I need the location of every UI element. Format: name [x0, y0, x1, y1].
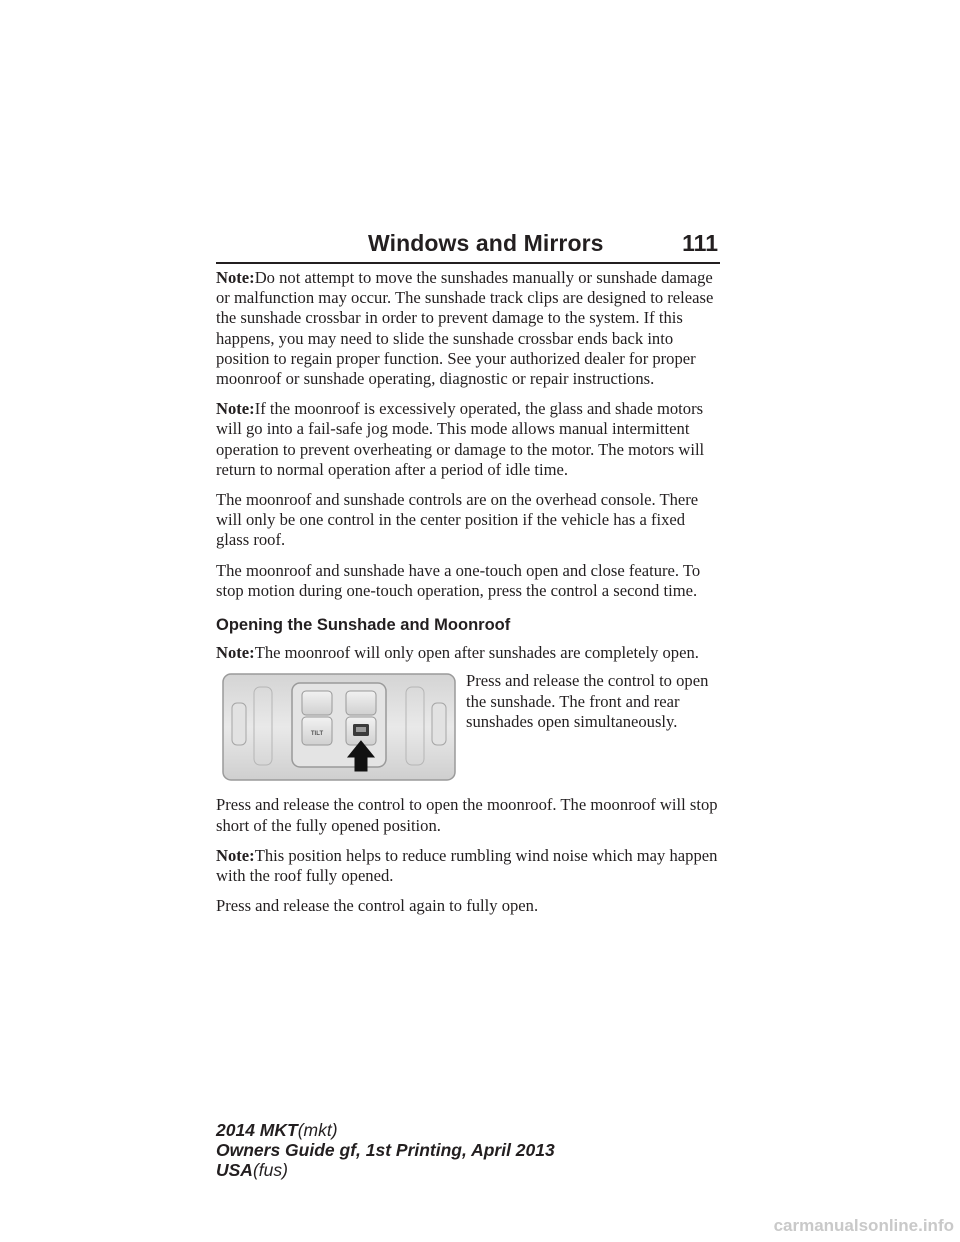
page-number: 111 [682, 230, 718, 256]
figure-row [216, 673, 722, 785]
watermark: carmanualsonline.info [773, 1216, 954, 1235]
note-label: Note: [216, 643, 255, 663]
tilt-button-label: TILT [310, 731, 324, 738]
footer-market: USA [216, 1160, 253, 1180]
section-title: Windows and Mirrors [368, 230, 604, 256]
body-paragraph-one-touch: The moonroof and sunshade have a one-touch open and close feature. To stop motion during one-touch operation, press the control a second time. [216, 560, 701, 600]
footer-model-code: (mkt) [297, 1120, 338, 1140]
note-label: Note: [216, 268, 255, 287]
note-text: This position helps to reduce rumbling wind noise which may happen with the roof fully opened. [216, 845, 718, 886]
body-paragraph-open-moonroof: Press and release the control to open the moonroof. The moonroof will stop short of the fully opened position. [216, 795, 718, 835]
footer-line-model [216, 1120, 555, 1140]
note-paragraph-1 [216, 268, 722, 389]
note-label: Note: [216, 845, 255, 865]
page-footer [216, 1120, 555, 1180]
footer-model: 2014 MKT [216, 1120, 298, 1140]
overhead-console-illustration [222, 673, 456, 781]
figure-caption: Press and release the control to open the sunshade. The front and rear sunshades open simultaneously. [466, 671, 709, 731]
body-paragraph-controls-location: The moonroof and sunshade controls are on the overhead console. There will only be one control in the center position if the vehicle has a fixed glass roof. [216, 490, 699, 550]
footer-line-market [216, 1160, 555, 1180]
footer-line-printing: Owners Guide gf, 1st Printing, April 2013 [216, 1140, 555, 1160]
note-label: Note: [216, 399, 255, 419]
note-text: Do not attempt to move the sunshades manually or sunshade damage or malfunction may occur. The sunshade track clips are designed to release the sunshade crossbar in order to prevent damage to the system. If this happens, you may need to slide the sunshade crossbar ends back into position to regain proper function. See your authorized dealer for proper moonroof or sunshade operating, diagnostic or repair instructions. [216, 268, 714, 389]
footer-market-code: (fus) [252, 1160, 288, 1180]
body-paragraph-fully-open: Press and release the control again to fully open. [216, 896, 539, 916]
page-content [216, 268, 722, 926]
subheading-opening-sunshade: Opening the Sunshade and Moonroof [216, 616, 511, 635]
page-header [216, 228, 720, 264]
note-paragraph-3 [216, 643, 722, 663]
note-text: The moonroof will only open after sunshades are completely open. [254, 643, 699, 663]
note-text: If the moonroof is excessively operated, the glass and shade motors will go into a fail-safe jog mode. This mode allows manual intermittent operation to prevent overheating or damage to the motor. The motors will return to normal operation after a period of idle time. [216, 399, 705, 479]
note-paragraph-4 [216, 846, 722, 886]
note-paragraph-2 [216, 399, 722, 480]
